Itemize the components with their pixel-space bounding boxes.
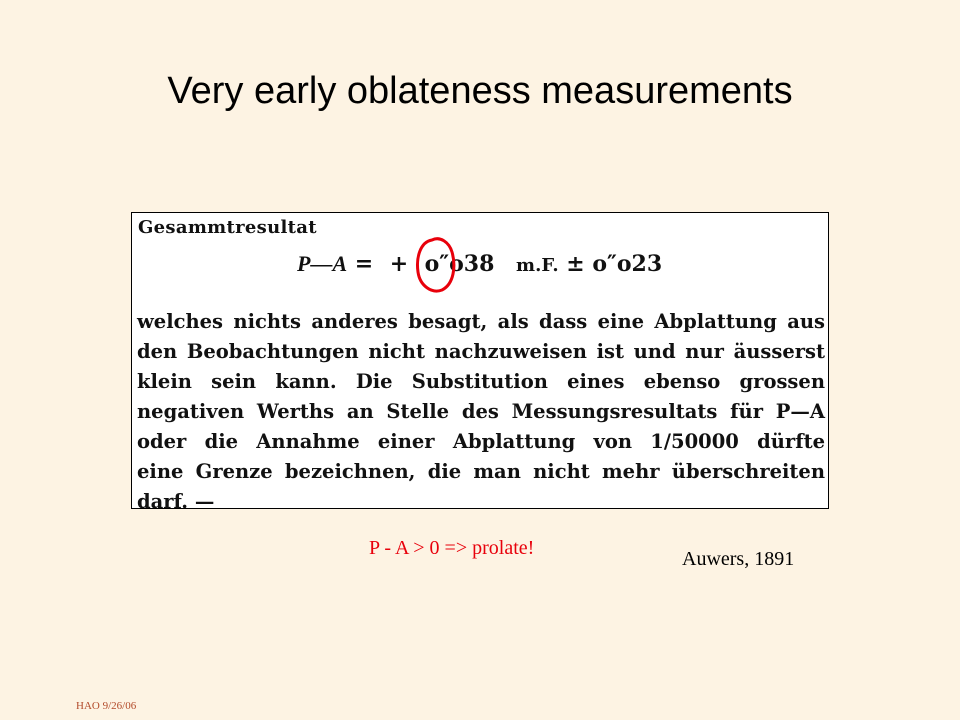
- citation: Auwers, 1891: [682, 548, 795, 570]
- excerpt-heading: Gesammtresultat: [138, 217, 317, 238]
- formula-lhs: P—A: [297, 251, 348, 276]
- paragraph-line: den Beobachtungen nicht nachzuweisen ist und nur äusserst: [137, 340, 825, 363]
- formula-value: o″o38: [424, 251, 495, 277]
- paragraph-line: oder die Annahme einer Abplattung von 1/50000 dürfte: [137, 430, 825, 453]
- excerpt-paragraph: [137, 307, 825, 509]
- paragraph-line: negativen Werths an Stelle des Messungsresultats für P—A: [137, 400, 825, 423]
- scanned-excerpt: [131, 212, 829, 509]
- paragraph-line: darf. —: [137, 490, 215, 509]
- formula-equals: =: [354, 251, 374, 277]
- prolate-annotation: P - A > 0 => prolate!: [369, 537, 535, 559]
- result-formula: [297, 251, 662, 277]
- formula-sign: +: [389, 251, 409, 277]
- paragraph-line: klein sein kann. Die Substitution eines ebenso grossen: [137, 370, 825, 393]
- formula-unit: m.F.: [516, 255, 559, 276]
- footer-label: HAO 9/26/06: [76, 700, 137, 712]
- paragraph-line: eine Grenze bezeichnen, die man nicht mehr überschreiten: [137, 460, 825, 483]
- paragraph-line: welches nichts anderes besagt, als dass eine Abplattung aus: [137, 310, 825, 333]
- formula-error: ± o″o23: [566, 251, 663, 277]
- slide-title: Very early oblateness measurements: [167, 70, 793, 112]
